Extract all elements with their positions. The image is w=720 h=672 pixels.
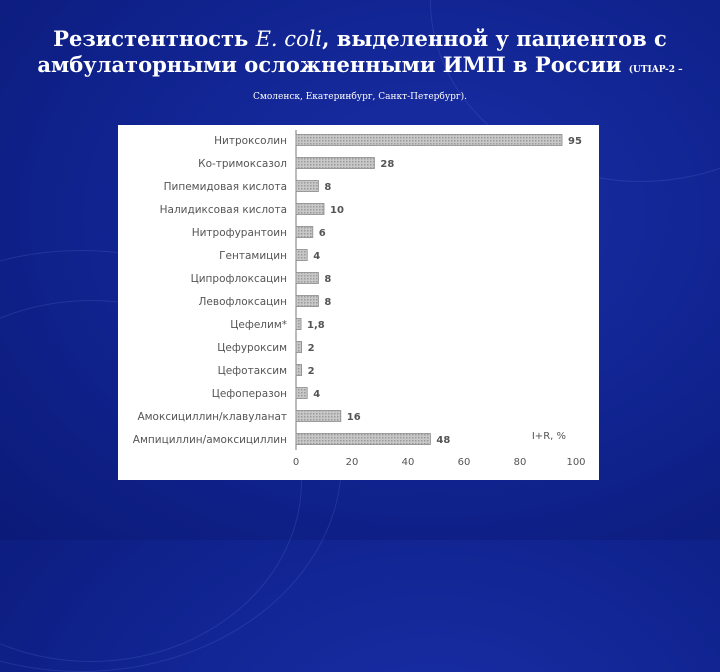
bar <box>296 158 374 169</box>
bar-value-label: 10 <box>330 205 344 216</box>
study-reference: (UTIAP-2 – <box>628 65 683 75</box>
category-label: Гентамицин <box>219 250 287 262</box>
chart-annotation: I+R, % <box>531 431 566 442</box>
category-label: Нитроксолин <box>214 135 287 147</box>
title-organism: E. coli <box>255 27 323 51</box>
bar-value-label: 4 <box>313 389 321 400</box>
bar <box>296 342 302 353</box>
bar-value-label: 28 <box>380 159 395 170</box>
x-tick-label: 0 <box>292 457 300 468</box>
bar <box>296 227 313 238</box>
chart-panel <box>118 125 599 480</box>
category-label: Пипемидовая кислота <box>163 181 287 193</box>
category-label: Амоксициллин/клавуланат <box>137 411 287 423</box>
bar <box>296 296 318 307</box>
category-label: Левофлоксацин <box>198 296 287 308</box>
x-tick-label: 20 <box>345 457 359 468</box>
bar <box>296 434 430 445</box>
bar <box>296 250 307 261</box>
bar-value-label: 8 <box>324 182 332 193</box>
bar-value-label: 16 <box>346 412 361 423</box>
category-label: Цефелим* <box>230 319 287 331</box>
bar <box>296 319 301 330</box>
bar-value-label: 2 <box>307 343 315 354</box>
title-line-2 <box>0 52 720 83</box>
x-tick-label: 100 <box>566 457 586 468</box>
x-tick-label: 60 <box>457 457 471 468</box>
bar-value-label: 8 <box>324 274 332 285</box>
category-label: Ампициллин/амоксициллин <box>132 434 287 446</box>
bar <box>296 365 302 376</box>
category-label: Цефотаксим <box>217 365 287 377</box>
bar-value-label: 8 <box>324 297 332 308</box>
study-cities: Смоленск, Екатеринбург, Санкт-Петербург). <box>253 92 467 102</box>
category-label: Налидиксовая кислота <box>159 204 287 216</box>
category-label: Цефуроксим <box>217 342 287 354</box>
slide-title <box>0 26 720 105</box>
bar-value-label: 48 <box>436 435 451 446</box>
x-tick-label: 80 <box>513 457 527 468</box>
bar-value-label: 4 <box>313 251 321 262</box>
category-label: Ципрофлоксацин <box>190 273 287 285</box>
bar <box>296 204 324 215</box>
bar <box>296 273 318 284</box>
bar-value-label: 1,8 <box>307 320 325 331</box>
title-text-rest: , выделенной у пациентов с <box>322 26 667 51</box>
bar <box>296 181 318 192</box>
category-label: Ко-тримоксазол <box>198 158 287 170</box>
category-label: Нитрофурантоин <box>191 227 287 239</box>
bar <box>296 388 307 399</box>
bar-value-label: 2 <box>307 366 315 377</box>
bar-value-label: 95 <box>568 136 582 147</box>
title-text: Резистентность <box>53 26 256 51</box>
bar <box>296 411 341 422</box>
x-tick-label: 40 <box>401 457 415 468</box>
bar <box>296 135 562 146</box>
title-text-2: амбулаторными осложненными ИМП в России <box>37 52 629 77</box>
resistance-bar-chart <box>118 125 599 480</box>
category-label: Цефоперазон <box>211 388 287 400</box>
title-line-1 <box>0 26 720 52</box>
bar-value-label: 6 <box>318 228 326 239</box>
